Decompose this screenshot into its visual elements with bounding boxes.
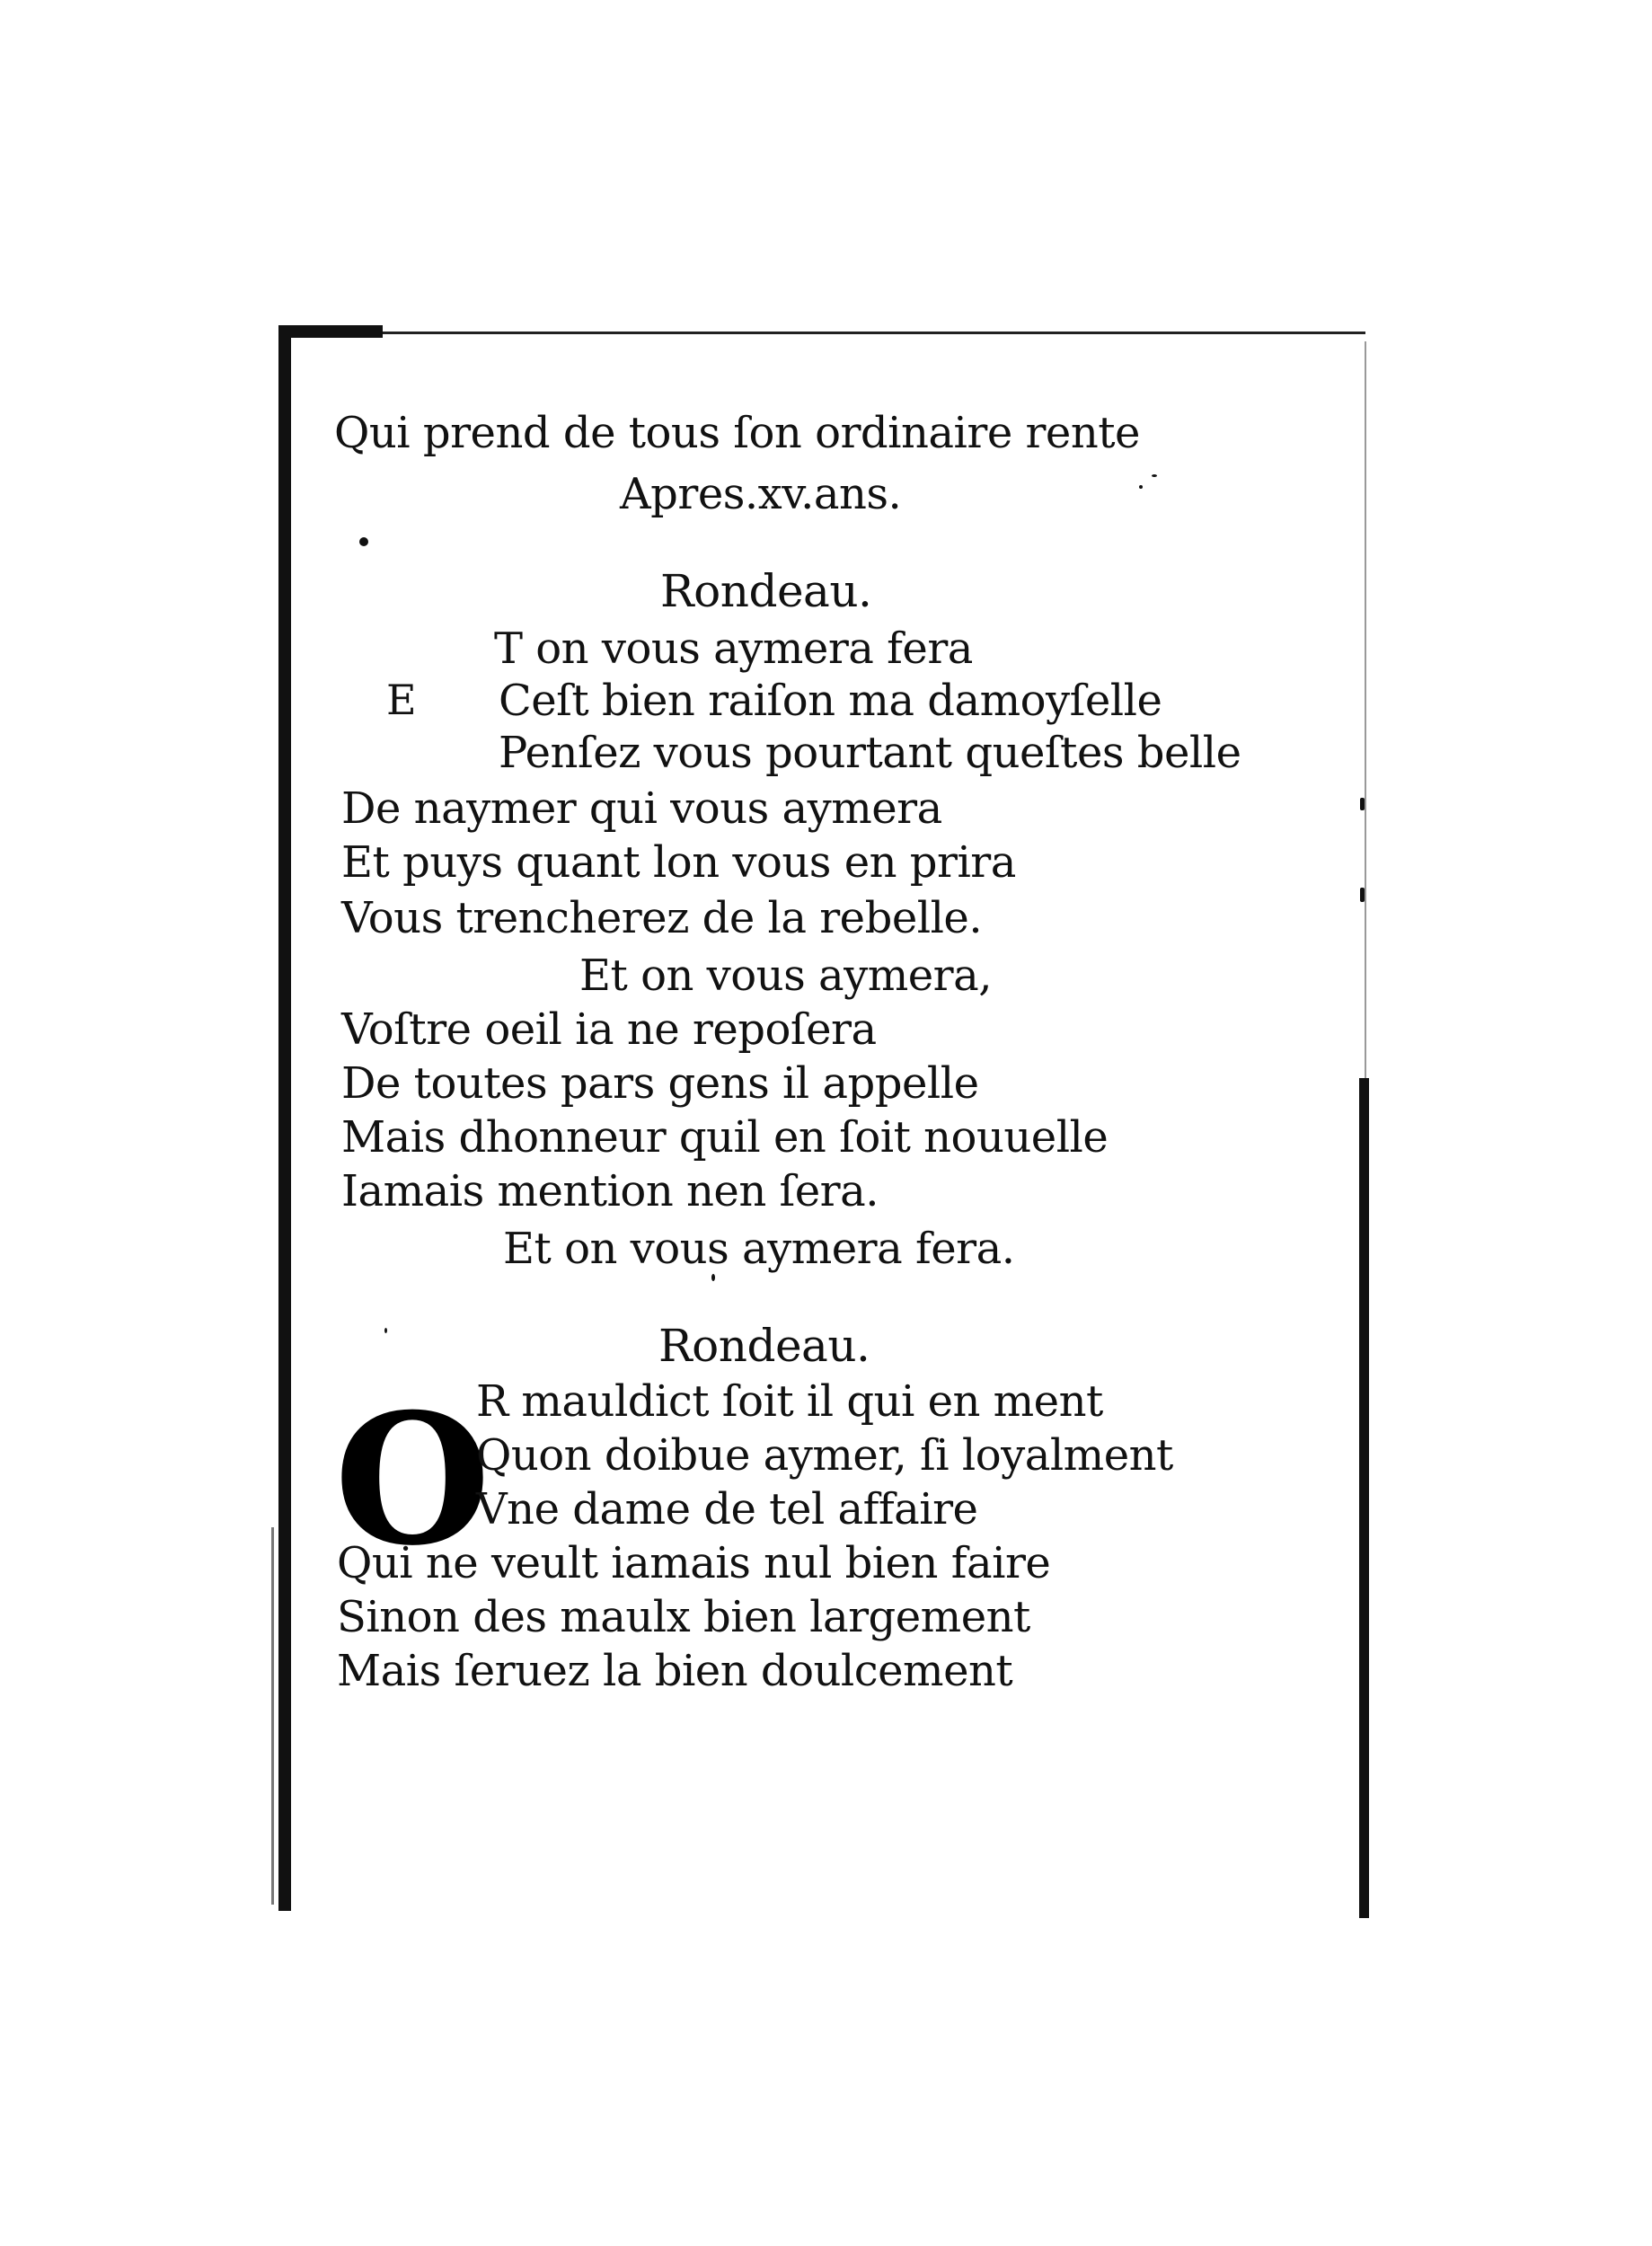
top-rule-thick: [286, 325, 383, 338]
verse-line: Iamais mention nen ſera.: [341, 1166, 879, 1216]
left-margin-rule: [278, 325, 291, 1911]
verse-line: Sinon des maulx bien largement: [337, 1592, 1030, 1642]
verse-line: De toutes pars gens il appelle: [341, 1058, 979, 1109]
right-margin-shadow: [1365, 341, 1366, 1078]
verse-line: Qui ne veult iamais nul bien faire: [337, 1538, 1051, 1588]
verse-line: Mais dhonneur quil en ſoit nouuelle: [341, 1112, 1109, 1163]
right-margin-rule: [1359, 1078, 1369, 1918]
verse-line: Vous trencherez de la rebelle.: [341, 893, 983, 943]
verse-line: Et on vous aymera,: [579, 951, 992, 1001]
left-margin-shadow: [271, 1527, 274, 1905]
verse-line: T on vous aymera fera: [494, 623, 973, 674]
drop-cap: O: [334, 1375, 491, 1586]
top-rule: [383, 332, 1365, 334]
verse-line: Penſez vous pourtant queſtes belle: [499, 728, 1241, 778]
verse-line: Vne dame de tel affaire: [476, 1484, 978, 1534]
verse-line: Quon doibue aymer, ſi loyalment: [476, 1430, 1173, 1481]
verse-line: R mauldict ſoit il qui en ment: [476, 1376, 1103, 1427]
text-line: Apres.xv.ans.: [620, 469, 902, 519]
verse-line: Voſtre oeil ia ne repoſera: [341, 1004, 877, 1055]
section-heading: Rondeau.: [660, 565, 872, 617]
section-heading: Rondeau.: [658, 1320, 870, 1372]
verse-line: Et puys quant lon vous en prira: [341, 837, 1016, 888]
text-line: Qui prend de tous ſon ordinaire rente: [334, 408, 1140, 458]
verse-line: De naymer qui vous aymera: [341, 783, 942, 834]
verse-line: Ceſt bien raiſon ma damoyſelle: [499, 676, 1162, 726]
verse-line: Mais ſeruez la bien doulcement: [337, 1646, 1013, 1696]
initial-letter: E: [386, 676, 417, 724]
verse-line: Et on vous aymera fera.: [503, 1224, 1015, 1274]
